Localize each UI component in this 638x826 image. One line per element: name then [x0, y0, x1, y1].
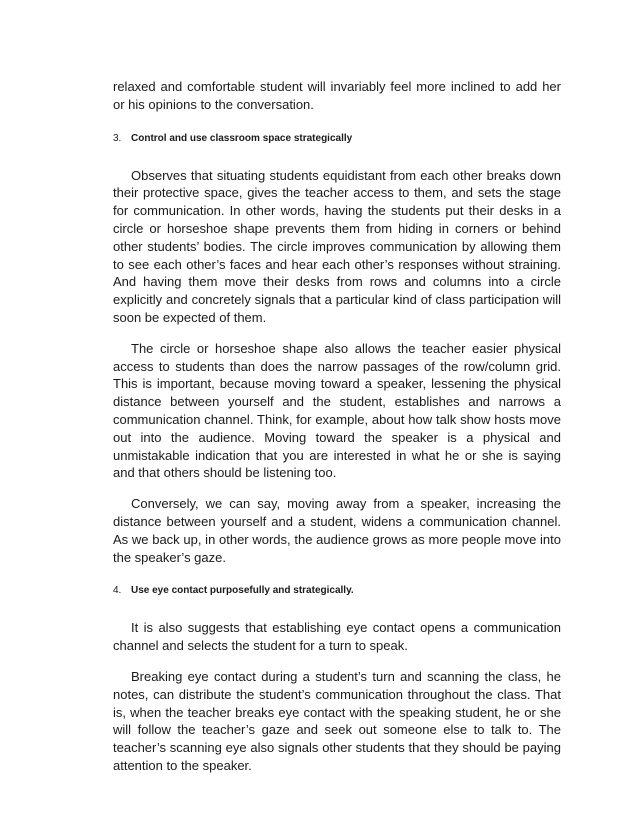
section-number: 4. — [113, 585, 122, 597]
paragraph-classroom-circle: Observes that situating students equidistant from each other breaks down their protective space, gives the teacher access to them, and sets the stage for communication. In other words, having the students put their desks in a circle or horseshoe shape prevents them from hiding in corners or behind other students’ bodies. The circle improves communication by allowing them to see each other’s faces and hear each other’s responses without straining. And having them move their desks from rows and columns into a circle explicitly and concretely signals that a particular kind of class participation will soon be expected of them. — [113, 167, 561, 325]
paragraph-continuation: relaxed and comfortable student will invariably feel more inclined to add her or his opinions to the conversation. — [113, 79, 561, 112]
paragraph-eye-contact: It is also suggests that establishing eye contact opens a communication channel and selects the student for a turn to speak. — [113, 620, 561, 654]
section-title: Use eye contact purposefully and strategically. — [131, 585, 354, 597]
section-number: 3. — [113, 132, 122, 144]
paragraph-physical-access: The circle or horseshoe shape also allows the teacher easier physical access to students than does the narrow passages of the row/column grid. This is important, because moving toward a speaker, lessening the physical distance between yourself and the student, establishes and narrows a communication channel. Think, for example, about how talk show hosts move out into the audience. Moving toward the speaker is a physical and unmistakable indication that you are interested in what he or she is saying and that others should be listening too. — [113, 340, 561, 481]
paragraph-moving-away: Conversely, we can say, moving away from a speaker, increasing the distance between yourself and a student, widens a communication channel. As we back up, in other words, the audience grows as more people move into the speaker’s gaze. — [113, 496, 561, 565]
section-heading-4 — [113, 584, 561, 598]
document-page — [113, 78, 561, 775]
section-title: Control and use classroom space strategically — [131, 132, 353, 144]
section-heading-3 — [113, 132, 561, 146]
paragraph-breaking-eye-contact: Breaking eye contact during a student’s turn and scanning the class, he notes, can distribute the student’s communication throughout the class. That is, when the teacher breaks eye contact with the speaking student, he or she will follow the teacher’s gaze and seek out someone else to talk to. The teacher’s scanning eye also signals other students that they should be paying attention to the speaker. — [113, 668, 561, 773]
